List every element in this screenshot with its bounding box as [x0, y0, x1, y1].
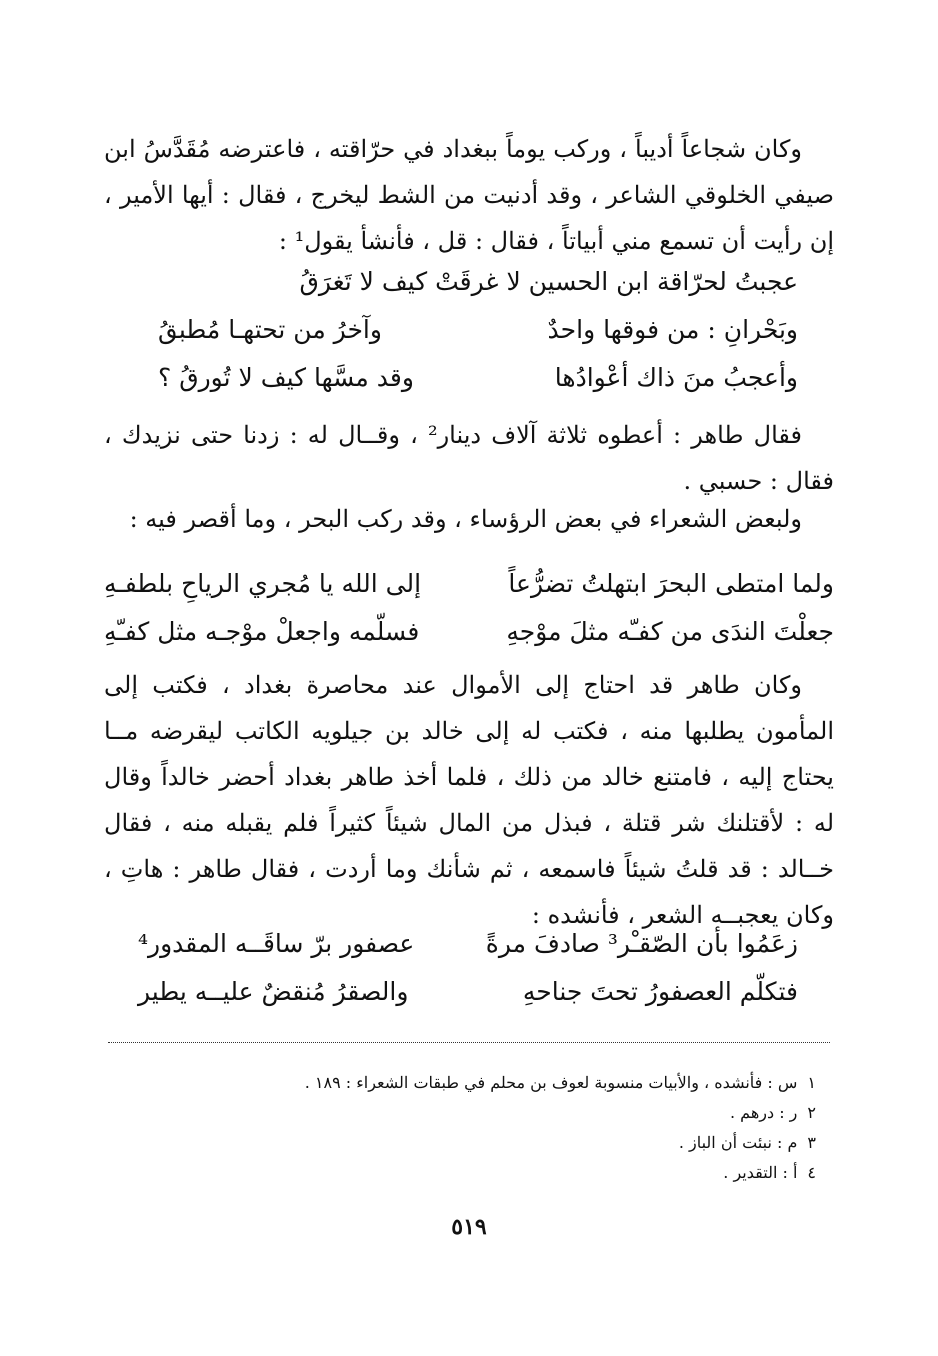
verse-hemistich: فتكلّم العصفورُ تحتَ جناحهِ — [522, 977, 798, 1006]
verse-hemistich: عجبتُ لحرّاقة ابن الحسين لا غرقَتْ كيف لا تَغرَقُ — [299, 267, 798, 296]
verse-hemistich: زعَمُوا بأن الصّقـْر³ صادفَ مرةً — [485, 929, 798, 958]
footnote-text: ر : درهم . — [730, 1103, 798, 1122]
footnote-separator — [108, 1042, 830, 1043]
footnote-text: م : نبئت أن الباز . — [678, 1133, 798, 1152]
poem-3 — [138, 920, 798, 1016]
footnote-text: س : فأنشده ، والأبيات منسوبة لعوف بن محلم في طبقات الشعراء : ١٨٩ . — [304, 1073, 798, 1092]
verse-hemistich: إلى الله يا مُجري الرياحِ بلطفـهِ — [104, 569, 422, 598]
verse-hemistich: والصقرُ مُنقضٌ عليــه يطير — [138, 977, 409, 1006]
verse-line — [138, 920, 798, 968]
verse-line — [138, 968, 798, 1016]
verse-line — [104, 608, 834, 656]
verse-hemistich: عصفور برّ ساقَــه المقدور⁴ — [138, 929, 415, 958]
footnote-text: أ : التقدير . — [723, 1163, 798, 1182]
verse-line — [104, 560, 834, 608]
verse-line — [158, 306, 798, 354]
verse-line — [158, 354, 798, 402]
verse-line — [158, 258, 798, 306]
paragraph-1: وكان شجاعاً أديباً ، وركب يوماً ببغداد في حرّاقته ، فاعترضه مُقَدَّسُ ابن صيفي الخلوقي الشاعر ، وقد أدنيت من الشط ليخرج ، فقال : أيها الأمير ، إن رأيت أن تسمع مني أبياتاً ، فقال : قل ، فأنشأ يقول¹ : — [104, 135, 834, 255]
paragraph-4: وكان طاهر قد احتاج إلى الأموال عند محاصرة بغداد ، فكتب إلى المأمون يطلبها منه ، فكتب له إلى خالد بن جيلويه الكاتب ليقرضه مــا يحتاج إليه ، فامتنع خالد من ذلك ، فلما أخذ طاهر بغداد أحضر خالداً وقال له : لأقتلنك شر قتلة ، فبذل من المال شيئاً كثيراً فلم يقبله منه ، فقال خــالد : قد قلتُ شيئاً فاسمعه ، ثم شأنك وما أردت ، فقال طاهر : هاتِ ، وكان يعجبــه الشعر ، فأنشده : — [104, 671, 835, 929]
paragraph-2: فقال طاهر : أعطوه ثلاثة آلاف دينار² ، وقــال له : زدنا حتى نزيدك ، فقال : حسبي . — [104, 421, 834, 495]
footnote — [196, 1158, 816, 1188]
verse-hemistich: وأعجبُ منَ ذاك أعْوادُها — [554, 363, 798, 392]
footnote — [196, 1098, 816, 1128]
verse-hemistich: فسلّمه واجعلْ موْجـه مثل كفـّهِ — [104, 617, 420, 646]
verse-hemistich: وبَحْرانِ : من فوقها واحدٌ — [547, 315, 798, 344]
footnote-number: ٣ — [807, 1133, 816, 1152]
footnote-number: ٤ — [807, 1163, 816, 1182]
paragraph-3: ولبعض الشعراء في بعض الرؤساء ، وقد ركب البحر ، وما أقصر فيه : — [129, 505, 802, 533]
footnote — [196, 1068, 816, 1098]
poem-1 — [158, 258, 798, 402]
footnotes — [196, 1068, 816, 1188]
page-number: ٥١٩ — [451, 1214, 487, 1240]
verse-hemistich: وقد مسَّها كيف لا تُورقُ ؟ — [158, 363, 414, 392]
poem-2 — [104, 560, 834, 656]
verse-hemistich: ولما امتطى البحرَ ابتهلتُ تضرُّعاً — [508, 569, 834, 598]
footnote-number: ١ — [807, 1073, 816, 1092]
footnote — [196, 1128, 816, 1158]
verse-hemistich: جعلْتَ الندَى من كفـّه مثلَ موْجهِ — [506, 617, 834, 646]
verse-hemistich: وآخرُ من تحتهـا مُطبقُ — [158, 315, 382, 344]
footnote-number: ٢ — [807, 1103, 816, 1122]
